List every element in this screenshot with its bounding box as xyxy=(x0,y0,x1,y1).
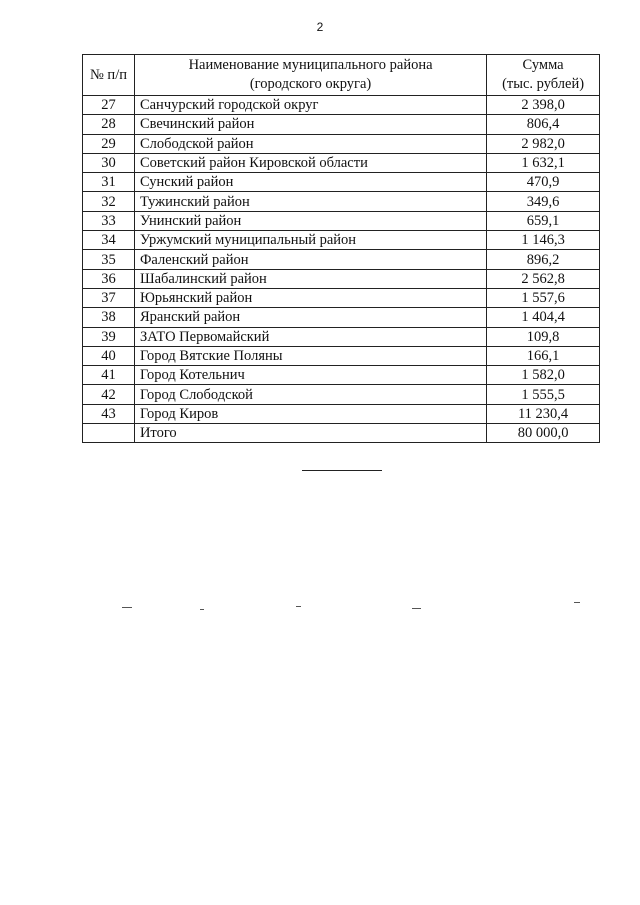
table-row xyxy=(83,96,600,115)
row-name: Советский район Кировской области xyxy=(134,153,486,172)
row-number: 27 xyxy=(83,96,135,115)
table-row xyxy=(83,366,600,385)
row-number: 37 xyxy=(83,288,135,307)
row-number: 32 xyxy=(83,192,135,211)
table-row xyxy=(83,346,600,365)
row-name: Город Слободской xyxy=(134,385,486,404)
table-row xyxy=(83,192,600,211)
row-name: Город Котельнич xyxy=(134,366,486,385)
row-sum: 806,4 xyxy=(487,115,600,134)
table-row xyxy=(83,385,600,404)
allocation-table xyxy=(82,54,600,443)
table-row xyxy=(83,308,600,327)
row-sum: 11 230,4 xyxy=(487,404,600,423)
scan-speck xyxy=(574,602,580,603)
row-name: Унинский район xyxy=(134,211,486,230)
total-number xyxy=(83,424,135,443)
row-number: 34 xyxy=(83,231,135,250)
row-sum: 1 557,6 xyxy=(487,288,600,307)
total-sum: 80 000,0 xyxy=(487,424,600,443)
row-sum: 166,1 xyxy=(487,346,600,365)
total-label: Итого xyxy=(134,424,486,443)
table-row xyxy=(83,250,600,269)
header-sum xyxy=(487,55,600,96)
row-name: Город Киров xyxy=(134,404,486,423)
row-sum: 1 632,1 xyxy=(487,153,600,172)
row-sum: 1 146,3 xyxy=(487,231,600,250)
row-number: 41 xyxy=(83,366,135,385)
row-name: Тужинский район xyxy=(134,192,486,211)
row-number: 31 xyxy=(83,173,135,192)
table-row xyxy=(83,153,600,172)
row-sum: 896,2 xyxy=(487,250,600,269)
scan-speck xyxy=(200,609,204,610)
row-number: 40 xyxy=(83,346,135,365)
table-row xyxy=(83,173,600,192)
row-number: 42 xyxy=(83,385,135,404)
header-sum-line1: Сумма xyxy=(522,57,564,73)
table-row xyxy=(83,327,600,346)
table-row xyxy=(83,231,600,250)
row-sum: 659,1 xyxy=(487,211,600,230)
table-row xyxy=(83,288,600,307)
row-sum: 2 982,0 xyxy=(487,134,600,153)
row-number: 43 xyxy=(83,404,135,423)
table-row xyxy=(83,404,600,423)
row-sum: 470,9 xyxy=(487,173,600,192)
row-sum: 1 555,5 xyxy=(487,385,600,404)
scan-speck xyxy=(296,606,301,607)
row-number: 30 xyxy=(83,153,135,172)
header-sum-line2: (тыс. рублей) xyxy=(502,76,585,92)
header-name-line2: (городского округа) xyxy=(249,76,372,92)
table-row xyxy=(83,134,600,153)
header-name-line1: Наименование муниципального района xyxy=(188,57,433,73)
row-number: 38 xyxy=(83,308,135,327)
row-name: Шабалинский район xyxy=(134,269,486,288)
row-name: Уржумский муниципальный район xyxy=(134,231,486,250)
row-number: 36 xyxy=(83,269,135,288)
row-name: Юрьянский район xyxy=(134,288,486,307)
row-sum: 1 582,0 xyxy=(487,366,600,385)
row-sum: 1 404,4 xyxy=(487,308,600,327)
row-name: Сунский район xyxy=(134,173,486,192)
table-row xyxy=(83,211,600,230)
row-name: Свечинский район xyxy=(134,115,486,134)
table-row xyxy=(83,269,600,288)
row-name: Яранский район xyxy=(134,308,486,327)
end-of-table-rule xyxy=(302,470,382,471)
row-sum: 349,6 xyxy=(487,192,600,211)
row-number: 33 xyxy=(83,211,135,230)
table-total-row xyxy=(83,424,600,443)
row-name: ЗАТО Первомайский xyxy=(134,327,486,346)
row-sum: 2 398,0 xyxy=(487,96,600,115)
scan-speck xyxy=(122,607,132,608)
header-name xyxy=(134,55,486,96)
row-sum: 2 562,8 xyxy=(487,269,600,288)
row-number: 35 xyxy=(83,250,135,269)
table-row xyxy=(83,115,600,134)
row-name: Слободской район xyxy=(134,134,486,153)
row-sum: 109,8 xyxy=(487,327,600,346)
row-number: 29 xyxy=(83,134,135,153)
scan-speck xyxy=(412,608,421,609)
row-name: Город Вятские Поляны xyxy=(134,346,486,365)
row-number: 28 xyxy=(83,115,135,134)
row-name: Фаленский район xyxy=(134,250,486,269)
page-number: 2 xyxy=(316,20,324,34)
table-header-row xyxy=(83,55,600,96)
row-number: 39 xyxy=(83,327,135,346)
row-name: Санчурский городской округ xyxy=(134,96,486,115)
header-number: № п/п xyxy=(83,55,135,96)
